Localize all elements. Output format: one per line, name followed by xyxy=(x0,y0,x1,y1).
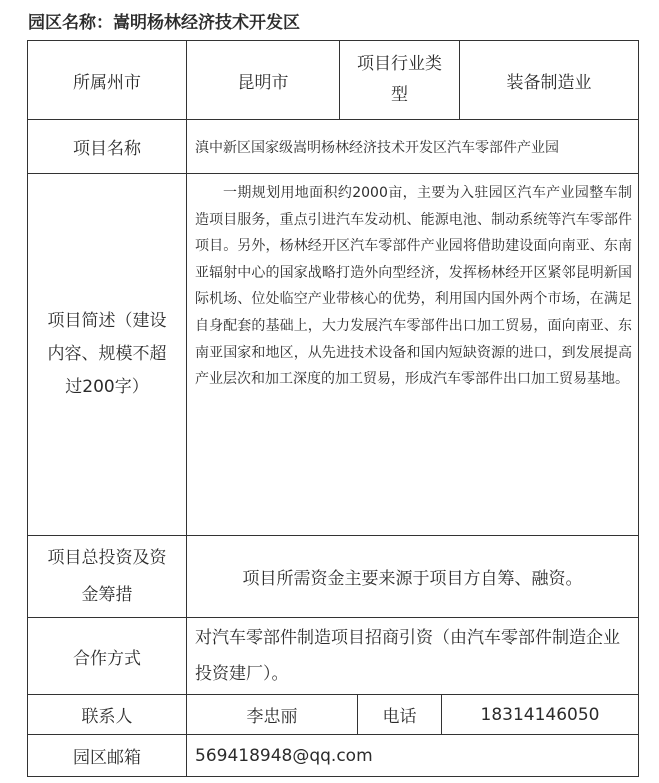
industry-value: 装备制造业 xyxy=(506,72,592,93)
investment-value: 项目所需资金主要来源于项目方自筹、融资。 xyxy=(242,569,583,589)
cooperation-value: 对汽车零部件制造项目招商引资（由汽车零部件制造企业投资建厂）。 xyxy=(195,628,620,684)
project-name-value: 滇中新区国家级嵩明杨林经济技术开发区汽车零部件产业园 xyxy=(195,139,559,156)
contact-label: 联系人 xyxy=(81,707,133,727)
project-name-label: 项目名称 xyxy=(73,139,141,159)
phone-label: 电话 xyxy=(382,707,417,727)
prefecture-label: 所属州市 xyxy=(73,72,141,93)
cooperation-label: 合作方式 xyxy=(73,648,141,669)
email-value[interactable]: 569418948@qq.com xyxy=(195,745,373,766)
investment-label: 项目总投资及资金筹措 xyxy=(47,547,167,605)
contact-value: 李忠丽 xyxy=(246,707,298,727)
description-label: 项目简述（建设内容、规模不超过200字） xyxy=(47,311,167,397)
prefecture-value: 昆明市 xyxy=(237,72,289,93)
phone-value: 18314146050 xyxy=(480,704,600,725)
description-value: 一期规划用地面积约2000亩，主要为入驻园区汽车产业园整车制造项目服务，重点引进汽车发动机、能源电池、制动系统等汽车零部件项目。另外，杨林经开区汽车零部件产业园将借助建设面向南亚、东南亚辐射中心的国家战略打造外向型经济，发挥杨林经开区紧邻昆明新国际机场、位处临空产业带核心的优势，利用国内国外两个市场，在满足自身配套的基础上，大力发展汽车零部件出口加工贸易，面向南亚、东南亚国家和地区，从先进技术设备和国内短缺资源的进口，到发展提高产业层次和加工深度的加工贸易，形成汽车零部件出口加工贸易基地。 xyxy=(195,185,632,388)
park-title: 园区名称：嵩明杨林经济技术开发区 xyxy=(28,13,300,33)
industry-label: 项目行业类型 xyxy=(357,54,442,105)
email-label: 园区邮箱 xyxy=(73,748,141,768)
